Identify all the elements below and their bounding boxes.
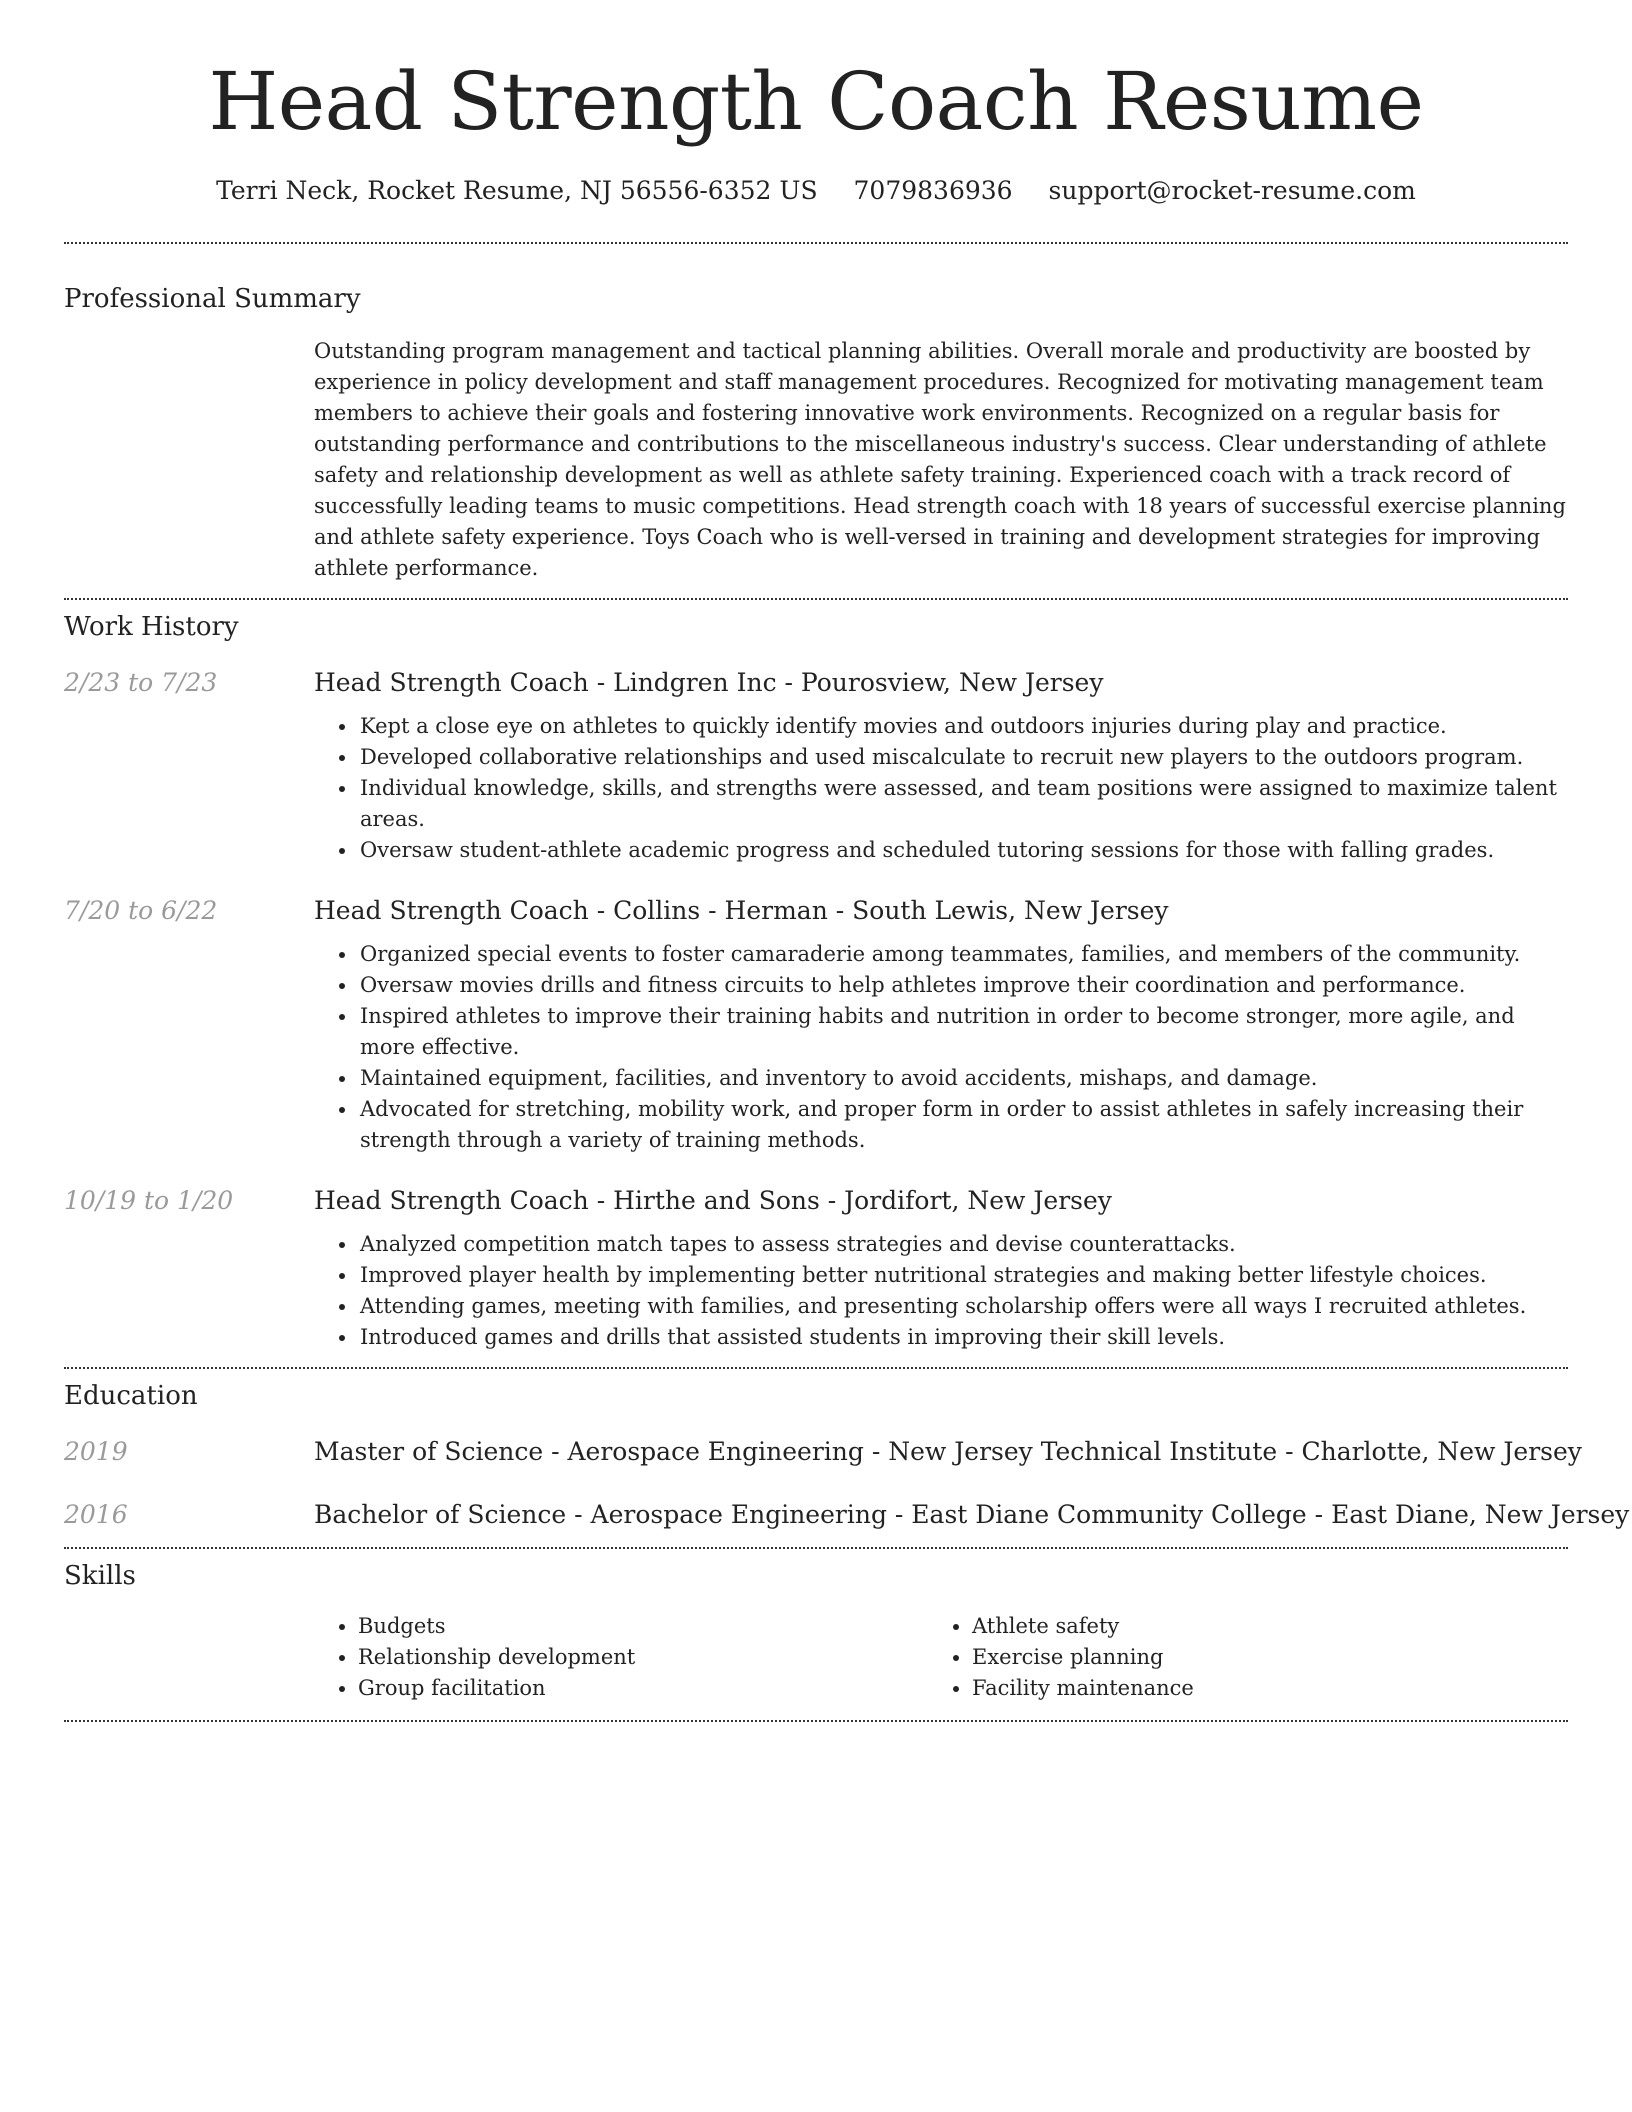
education-title: Master of Science - Aerospace Engineering - New Jersey Technical Institute - Charlotte, New Jersey [314, 1437, 1582, 1466]
skills-column-right [928, 1611, 1542, 1704]
education-title: Bachelor of Science - Aerospace Engineering - East Diane Community College - East Diane, New Jersey [314, 1500, 1630, 1529]
section-title-summary: Professional Summary [64, 284, 361, 314]
job-bullets [64, 1229, 1568, 1353]
list-item: • Inspired athletes to improve their training habits and nutrition in order to become stronger, more agile, and more effective. [358, 1001, 1568, 1063]
education-item [64, 1437, 1582, 1466]
divider [64, 598, 1568, 600]
job-dates: 2/23 to 7/23 [64, 668, 218, 697]
divider [64, 1367, 1568, 1369]
list-item: • Introduced games and drills that assisted students in improving their skill levels. [358, 1322, 1568, 1353]
section-title-education: Education [64, 1381, 198, 1411]
job-title: Head Strength Coach - Hirthe and Sons - Jordifort, New Jersey [314, 1186, 1112, 1215]
contact-address: Terri Neck, Rocket Resume, NJ 56556-6352 US [216, 176, 818, 205]
job-dates: 10/19 to 1/20 [64, 1186, 234, 1215]
divider [64, 1547, 1568, 1549]
job-bullets [64, 711, 1568, 866]
education-year: 2016 [64, 1500, 128, 1529]
list-item: • Kept a close eye on athletes to quickly identify movies and outdoors injuries during play and practice. [358, 711, 1568, 742]
job-bullets [64, 939, 1568, 1156]
skills-column-left [314, 1611, 928, 1704]
divider [64, 242, 1568, 244]
list-item: • Attending games, meeting with families, and presenting scholarship offers were all ways I recruited athletes. [358, 1291, 1568, 1322]
education-year: 2019 [64, 1437, 128, 1466]
section-title-work-history: Work History [64, 612, 239, 642]
skill-item: • Relationship development [358, 1642, 928, 1673]
list-item: • Improved player health by implementing better nutritional strategies and making better lifestyle choices. [358, 1260, 1568, 1291]
list-item: • Organized special events to foster camaraderie among teammates, families, and members of the community. [358, 939, 1568, 970]
skills-list [314, 1611, 1568, 1704]
divider [64, 1720, 1568, 1722]
job-dates: 7/20 to 6/22 [64, 896, 218, 925]
education-item [64, 1500, 1630, 1529]
list-item: • Developed collaborative relationships and used miscalculate to recruit new players to the outdoors program. [358, 742, 1568, 773]
contact-email: support@rocket-resume.com [1048, 176, 1416, 205]
section-title-skills: Skills [64, 1561, 136, 1591]
skill-item: • Budgets [358, 1611, 928, 1642]
job-header [64, 668, 1568, 697]
skill-item: • Exercise planning [972, 1642, 1542, 1673]
job-header [64, 896, 1568, 925]
job-header [64, 1186, 1568, 1215]
list-item: • Analyzed competition match tapes to assess strategies and devise counterattacks. [358, 1229, 1568, 1260]
resume-title: Head Strength Coach Resume [208, 55, 1424, 148]
skill-item: • Facility maintenance [972, 1673, 1542, 1704]
skill-item: • Group facilitation [358, 1673, 928, 1704]
list-item: • Advocated for stretching, mobility work, and proper form in order to assist athletes in safely increasing their strength through a variety of training methods. [358, 1094, 1568, 1156]
list-item: • Oversaw movies drills and fitness circuits to help athletes improve their coordination and performance. [358, 970, 1568, 1001]
list-item: • Individual knowledge, skills, and strengths were assessed, and team positions were assigned to maximize talent areas. [358, 773, 1568, 835]
skill-item: • Athlete safety [972, 1611, 1542, 1642]
summary-text: Outstanding program management and tactical planning abilities. Overall morale and productivity are boosted by experience in policy development and staff management procedures. Recognized for motivating management team members to achieve their goals and fostering innovative work environments. Recognized on a regular basis for outstanding performance and contributions to the miscellaneous industry's success. Clear understanding of athlete safety and relationship development as well as athlete safety training. Experienced coach with a track record of successfully leading teams to music competitions. Head strength coach with 18 years of successful exercise planning and athlete safety experience. Toys Coach who is well-versed in training and development strategies for improving athlete performance. [314, 339, 1566, 580]
job-title: Head Strength Coach - Collins - Herman - South Lewis, New Jersey [314, 896, 1169, 925]
contact-line [64, 174, 1568, 208]
contact-phone: 7079836936 [853, 176, 1013, 205]
job-title: Head Strength Coach - Lindgren Inc - Pourosview, New Jersey [314, 668, 1104, 697]
list-item: • Oversaw student-athlete academic progress and scheduled tutoring sessions for those with falling grades. [358, 835, 1568, 866]
list-item: • Maintained equipment, facilities, and inventory to avoid accidents, mishaps, and damage. [358, 1063, 1568, 1094]
